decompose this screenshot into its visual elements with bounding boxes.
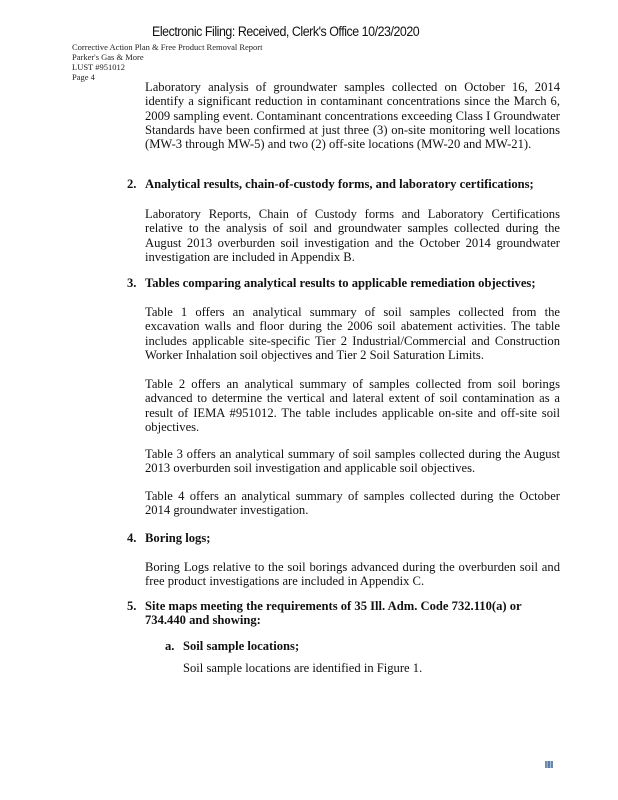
page-number: Page 4: [72, 72, 95, 82]
section-title: Site maps meeting the requirements of 35 Ill. Adm. Code 732.110(a) or 734.440 and showing:: [145, 599, 522, 628]
section-title: Tables comparing analytical results to applicable remediation objectives;: [145, 276, 536, 290]
report-title: Corrective Action Plan & Free Product Removal Report: [72, 42, 263, 52]
section-4-heading: [127, 531, 560, 561]
running-header: [72, 42, 263, 82]
subsection-letter: a.: [165, 639, 175, 653]
page-thumbnail-icon: [545, 761, 553, 768]
subsection-title: Soil sample locations;: [183, 639, 300, 653]
intro-paragraph: Laboratory analysis of groundwater samples collected on October 16, 2014 identify a significant reduction in contaminant concentrations since the March 6, 2009 sampling event. Contaminant concentrations exceeding Class I Groundwater Standards have been confirmed at just three (3) on-site monitoring well locations (MW-3 through MW-5) and two (2) off-site locations (MW-20 and MW-21).: [145, 80, 560, 152]
section-2-heading: [127, 177, 560, 207]
filing-stamp: Electronic Filing: Received, Clerk's Office 10/23/2020: [152, 24, 420, 39]
section-4-paragraph: Boring Logs relative to the soil borings advanced during the overburden soil and free product investigations are included in Appendix C.: [145, 560, 560, 589]
section-3-heading: [127, 276, 560, 306]
section-2-paragraph: Laboratory Reports, Chain of Custody forms and Laboratory Certifications relative to the analysis of soil and groundwater samples collected during the August 2013 overburden soil investigation and the October 2014 groundwater investigation are included in Appendix B.: [145, 207, 560, 264]
section-number: 2.: [127, 177, 137, 191]
site-name: Parker's Gas & More: [72, 52, 144, 62]
table-4-paragraph: Table 4 offers an analytical summary of samples collected during the October 2014 groundwater investigation.: [145, 489, 560, 518]
section-number: 5.: [127, 599, 137, 613]
table-2-paragraph: Table 2 offers an analytical summary of samples collected from soil borings advanced to determine the vertical and lateral extent of soil contamination as a result of IEMA #951012. The table includes applicable on-site and off-site soil objectives.: [145, 377, 560, 434]
section-title: Analytical results, chain-of-custody forms, and laboratory certifications;: [145, 177, 534, 191]
section-number: 4.: [127, 531, 137, 545]
subsection-a-heading: [165, 639, 560, 655]
section-number: 3.: [127, 276, 137, 290]
section-title: Boring logs;: [145, 531, 211, 545]
table-1-paragraph: Table 1 offers an analytical summary of soil samples collected from the excavation walls and floor during the 2006 soil abatement activities. The table includes applicable site-specific Tier 2 Industrial/Commercial and Construction Worker Inhalation soil objectives and Tier 2 Soil Saturation Limits.: [145, 305, 560, 362]
lust-number: LUST #951012: [72, 62, 125, 72]
table-3-paragraph: Table 3 offers an analytical summary of soil samples collected during the August 2013 overburden soil investigation and applicable soil objectives.: [145, 447, 560, 476]
subsection-a-paragraph: Soil sample locations are identified in Figure 1.: [183, 661, 423, 675]
section-5-heading: [127, 599, 560, 629]
